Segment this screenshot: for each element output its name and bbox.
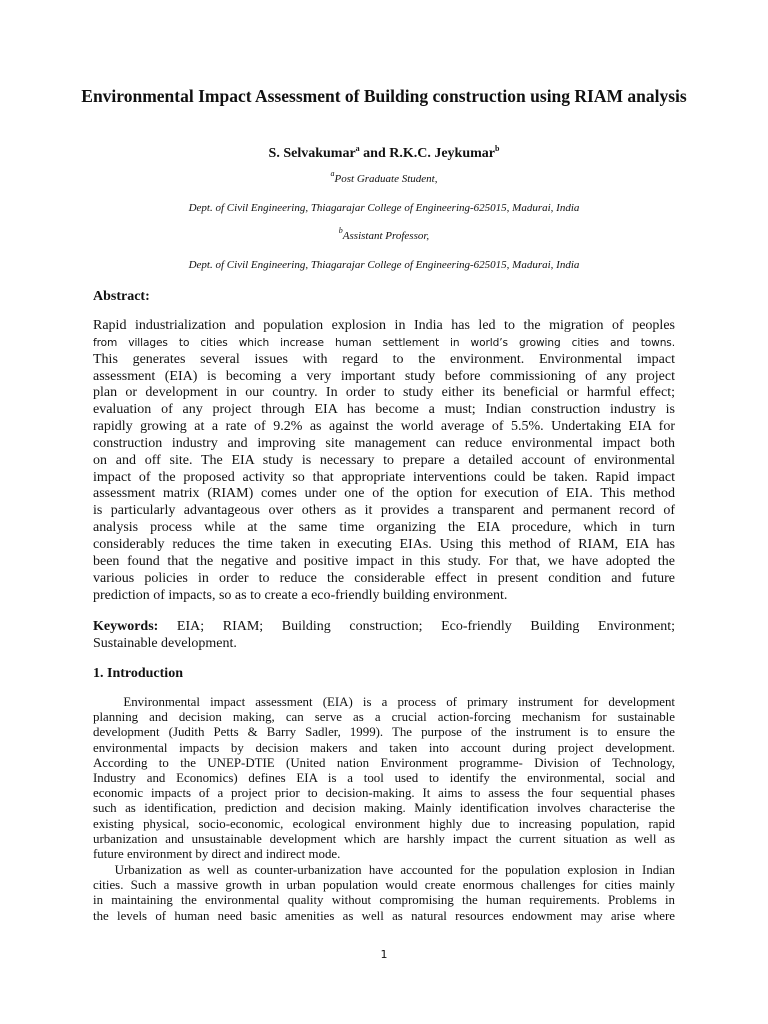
intro-line: the levels of human need basic amenities as well as natural resources endowment may arise where — [93, 908, 675, 923]
abstract-line: rapidly growing at a rate of 9.2% as against the world average of 5.5%. Undertaking EIA for — [93, 419, 675, 435]
abstract-body — [93, 318, 675, 604]
intro-line: Environmental impact assessment (EIA) is a process of primary instrument for development — [93, 695, 675, 709]
abstract-line: plan or development in our country. In order to study either its beneficial or harmful effect; — [93, 385, 675, 401]
abstract-line: from villages to cities which increase human settlement in world’s growing cities and towns. — [93, 336, 675, 349]
affiliation-role: $^a$Post Graduate Student, — [330, 169, 438, 185]
introduction-paragraph-2 — [93, 863, 675, 924]
intro-line: future environment by direct and indirect mode. — [93, 847, 341, 862]
abstract-line: on and off site. The EIA study is necessary to prepare a detailed account of environmental — [93, 452, 675, 468]
author-superscript: b — [495, 144, 500, 153]
keywords-block — [93, 618, 675, 652]
author-name: R.K.C. Jeykumar — [389, 146, 496, 161]
intro-line: development (Judith Petts & Barry Sadler, 1999). The purpose of the instrument is to ensure the — [93, 725, 675, 740]
author-line — [0, 144, 768, 164]
author-connector: and — [359, 146, 390, 161]
abstract-line: This generates several issues with regard to the environment. Environmental impact — [93, 351, 675, 367]
abstract-line: various policies in order to reduce the considerable effect in present condition and future — [93, 570, 675, 586]
abstract-line: Rapid industrialization and population explosion in India has led to the migration of peoples — [93, 318, 675, 333]
abstract-line: impact of the proposed activity so that appropriate interventions could be taken. Rapid impact — [93, 469, 675, 485]
abstract-line: considerably reduces the time taken in executing EIAs. Using this method of RIAM, EIA has — [93, 536, 675, 552]
abstract-line: been found that the negative and positive impact in this study. For that, we have adopted the — [93, 553, 675, 569]
intro-line: existing physical, socio-economic, ecological environment highly due to increasing population, rapid — [93, 816, 675, 831]
affiliation-department: Dept. of Civil Engineering, Thiagarajar College of Engineering-625015, Madurai, India — [188, 259, 580, 271]
paper-title: Environmental Impact Assessment of Building construction using RIAM analysis — [81, 86, 687, 106]
keywords-text: EIA; RIAM; Building construction; Eco-friendly Building Environment; — [158, 619, 675, 634]
intro-line: planning and decision making, can serve as a crucial action-forcing mechanism for sustainable — [93, 710, 675, 725]
affiliation-department: Dept. of Civil Engineering, Thiagarajar College of Engineering-625015, Madurai, India — [188, 202, 580, 214]
abstract-line: prediction of impacts, so as to create a eco-friendly building environment. — [93, 587, 508, 603]
intro-line: Industry and Economics) defines EIA is a tool used to identify the environmental, social and — [93, 771, 675, 786]
author-name: S. Selvakumar — [268, 146, 356, 161]
keywords-label: Keywords: — [93, 619, 159, 634]
intro-line: environmental impacts by decision makers and taken into account during project development. — [93, 740, 675, 755]
author-superscript: a — [355, 144, 360, 153]
intro-line: urbanization and unsustainable development which are harshly impact the current situation as well as — [93, 831, 675, 846]
keywords-line — [93, 618, 675, 635]
intro-line: According to the UNEP-DTIE (United nation Environment programme- Division of Technology, — [93, 755, 675, 770]
keywords-line: Sustainable development. — [93, 636, 237, 651]
abstract-line: evaluation of any project through EIA has become a must; Indian construction industry is — [93, 402, 675, 418]
abstract-line: construction industry and improving site management can reduce environmental impact both — [93, 435, 675, 451]
intro-line: Urbanization as well as counter-urbanization have accounted for the population explosion in Indian — [93, 863, 675, 877]
intro-line: cities. Such a massive growth in urban population would create enormous challenges for cities mainly — [93, 878, 675, 893]
affiliation-role: $^b$Assistant Professor, — [338, 226, 430, 242]
page-number: 1 — [380, 948, 388, 961]
intro-line: such as identification, prediction and decision making. Mainly identification involves characterise the — [93, 801, 675, 816]
section-heading-introduction: 1. Introduction — [93, 666, 183, 681]
abstract-heading: Abstract: — [93, 289, 150, 304]
affiliation-superscript: b — [338, 226, 343, 235]
abstract-line: assessment matrix (RIAM) comes under one of the option for execution of EIA. This method — [93, 486, 675, 502]
introduction-paragraph-1 — [93, 695, 675, 862]
abstract-line: assessment (EIA) is becoming a very important study before commissioning of any project — [93, 368, 675, 384]
intro-line: in maintaining the environmental quality without compromising the human requirements. Problems in — [93, 893, 675, 908]
affiliation-superscript: a — [330, 169, 335, 178]
intro-line: economic impacts of a project prior to decision-making. It aims to assess the four sequential phases — [93, 786, 675, 801]
abstract-line: analysis process while at the same time organizing the EIA procedure, which in turn — [93, 520, 675, 536]
abstract-line: is particularly advantageous over others as it provides a transparent and permanent record of — [93, 503, 675, 519]
